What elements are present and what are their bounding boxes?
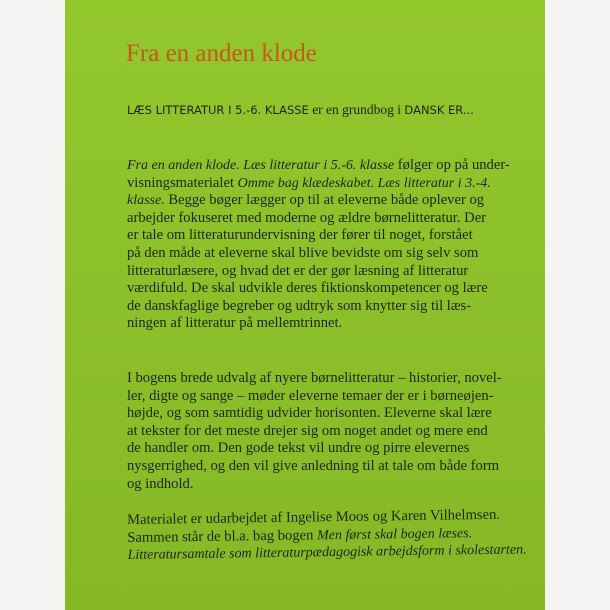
text-line bbox=[127, 157, 510, 175]
italic-title-text: klasse. bbox=[127, 193, 165, 209]
subtitle-series: DANSK ER... bbox=[404, 103, 474, 117]
body-text: højde, og som samtidig udvider horisonten. Eleverne skal lære bbox=[127, 405, 492, 422]
body-text: på den måde at eleverne skal blive bevidste om sig selv som bbox=[127, 244, 479, 261]
text-line bbox=[127, 192, 510, 210]
body-text: de danskfaglige begreber og udtryk som knytter sig til læs- bbox=[127, 297, 472, 314]
body-text: at tekster for det meste drejer sig om noget andet og mere end bbox=[127, 422, 488, 439]
italic-title-text: Omme bag klædeskabet. Læs litteratur i 3.-4. bbox=[237, 175, 491, 191]
paragraph-authors bbox=[127, 506, 527, 564]
text-line bbox=[127, 280, 510, 298]
text-line bbox=[127, 440, 502, 458]
book-back-cover bbox=[65, 0, 545, 610]
text-line bbox=[127, 370, 502, 388]
text-line bbox=[127, 405, 502, 423]
body-text: I bogens brede udvalg af nyere børnelitteratur – historier, novel- bbox=[127, 370, 502, 386]
paragraph-content bbox=[127, 370, 502, 493]
italic-title-text: Litteratursamtale som litteraturpædagogisk arbejdsform i skolestarten. bbox=[127, 542, 527, 564]
body-text: er tale om litteraturundervisning der fører til noget, forstået bbox=[127, 227, 473, 244]
body-text: ler, digte og sange – møder eleverne temaer der er i børneøjen- bbox=[127, 387, 494, 404]
body-text: Sammen står de bl.a. bag bogen bbox=[127, 526, 318, 546]
text-line bbox=[127, 263, 510, 281]
body-text: Begge bøger lægger op til at eleverne både oplever og bbox=[164, 192, 485, 209]
italic-title-text: Men først skal bogen læses. bbox=[316, 525, 473, 543]
paragraph-intro bbox=[127, 157, 510, 333]
text-line bbox=[127, 423, 502, 441]
body-text: ningen af litteratur på mellemtrinnet. bbox=[127, 315, 343, 332]
subtitle-text: er en grundbog i bbox=[308, 102, 405, 117]
body-text: Materialet er udarbejdet af Ingelise Moos og Karen Vilhelmsen. bbox=[127, 506, 501, 528]
body-text: de handler om. Den gode tekst vil undre og pirre elevernes bbox=[127, 440, 470, 457]
body-text: arbejder fokuseret med moderne og ældre børnelitteratur. Der bbox=[127, 209, 487, 226]
body-text: visningsmaterialet bbox=[127, 174, 238, 191]
text-line bbox=[127, 315, 510, 333]
text-line bbox=[127, 245, 510, 263]
text-line bbox=[127, 227, 510, 245]
body-text: nysgerrighed, og den vil give anledning til at tale om både form bbox=[127, 457, 500, 474]
subtitle bbox=[127, 102, 474, 118]
italic-title-text: Fra en anden klode. Læs litteratur i 5.-6. klasse bbox=[127, 158, 395, 173]
text-line bbox=[127, 210, 510, 228]
body-text: litteraturlæsere, og hvad det er der gør læsning af litteratur bbox=[127, 262, 469, 279]
body-text: værdifuld. De skal udvikle deres fiktionskompetencer og lære bbox=[127, 280, 488, 297]
book-title: Fra en anden klode bbox=[126, 40, 317, 67]
text-line bbox=[127, 476, 502, 494]
text-line bbox=[127, 298, 510, 316]
text-line bbox=[127, 458, 502, 476]
body-text: følger op på under- bbox=[394, 157, 510, 173]
text-line bbox=[127, 175, 510, 193]
body-text: og indhold. bbox=[127, 475, 194, 492]
text-line bbox=[127, 388, 502, 406]
subtitle-book-name: LÆS LITTERATUR I 5.-6. KLASSE bbox=[127, 103, 309, 117]
